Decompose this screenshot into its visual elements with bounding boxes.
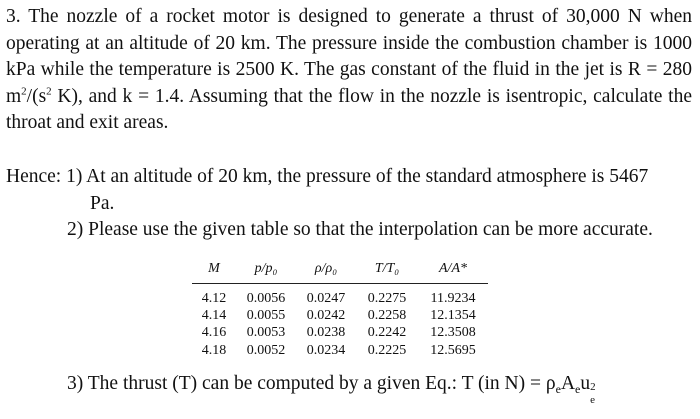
hint-1-line-a: Hence: 1) At an altitude of 20 km, the pressure of the standard atmosphere is 5467 <box>6 166 649 187</box>
thrust-equation-text: 3) The thrust (T) can be computed by a given Eq.: T (in N) = ρ <box>67 373 556 394</box>
equation-subscript: e <box>555 382 561 396</box>
table-cell: 12.3508 <box>430 325 476 341</box>
table-row <box>192 307 488 324</box>
table-header: A/A* <box>418 259 488 284</box>
isentropic-flow-table <box>192 259 488 360</box>
table-cell: 11.9234 <box>430 290 476 306</box>
problem-superscript-1: 2 <box>21 85 27 98</box>
table-cell: 0.0247 <box>306 290 346 306</box>
equation-superscript: 2 <box>590 381 596 393</box>
table-row <box>192 284 488 308</box>
table-cell: 0.0055 <box>246 308 286 324</box>
table-cell: 12.1354 <box>430 308 476 324</box>
problem-text-1: 3. The nozzle of a rocket motor is designed to generate a thrust of 30,000 N when operating at an altitude of 20 km. The pressure inside the combustion chamber is 1000 kPa while the temperature is 2500 K. The gas constant of the fluid in the jet is R = 280 m <box>6 6 692 107</box>
table-cell: 0.2225 <box>367 342 407 358</box>
hint-1-line-b: Pa. <box>90 193 115 214</box>
equation-subscript: e <box>590 394 596 406</box>
table-header-row <box>192 259 488 284</box>
table-cell: 4.14 <box>201 308 227 324</box>
table-cell: 4.12 <box>201 290 227 306</box>
table-cell: 0.0052 <box>246 342 286 358</box>
hint-2: 2) Please use the given table so that the interpolation can be more accurate. <box>67 219 653 240</box>
table-header: ρ/ρ₀ <box>296 259 356 284</box>
table-cell: 4.18 <box>201 342 227 358</box>
equation-velocity-symbol: u <box>580 373 591 394</box>
table-header: M <box>192 259 236 284</box>
table-cell: 0.0056 <box>246 290 286 306</box>
hint-3 <box>67 370 599 406</box>
equation-subscript: e <box>575 382 581 396</box>
table-cell: 0.0053 <box>246 325 286 341</box>
table-header: T/T₀ <box>356 259 418 284</box>
table-header: p/p₀ <box>236 259 296 284</box>
table-cell: 0.2275 <box>367 290 407 306</box>
problem-text-3: K), and k = 1.4. Assuming that the flow in the nozzle is isentropic, calculate the throat and exit areas. <box>6 85 692 134</box>
equation-area-symbol: A <box>560 373 576 394</box>
table-cell: 12.5695 <box>430 342 476 358</box>
hint-1 <box>6 163 692 217</box>
table-cell: 0.2242 <box>367 325 407 341</box>
problem-statement <box>6 4 692 137</box>
table-row <box>192 325 488 342</box>
problem-text-2: /(s <box>26 85 47 107</box>
table-cell: 0.0234 <box>306 342 346 358</box>
table-cell: 0.2258 <box>367 308 407 324</box>
table-cell: 0.0242 <box>306 308 346 324</box>
problem-superscript-2: 2 <box>46 85 52 98</box>
table-cell: 4.16 <box>201 325 227 341</box>
table-cell: 0.0238 <box>306 325 346 341</box>
table-row <box>192 342 488 359</box>
